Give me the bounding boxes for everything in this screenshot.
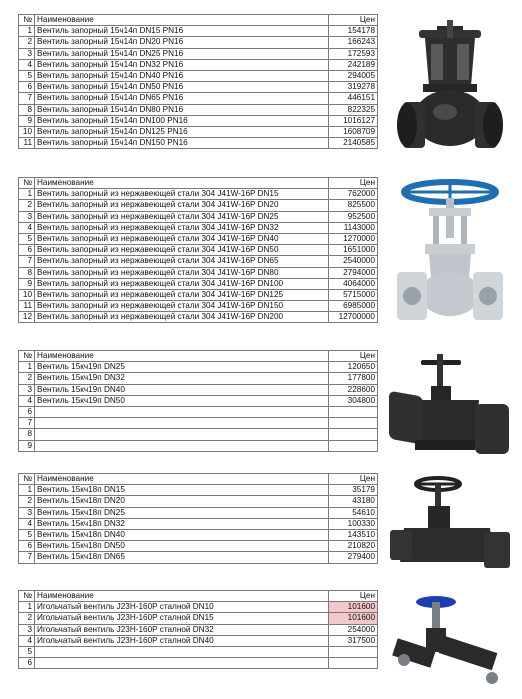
header-price: Цен xyxy=(329,474,378,485)
stainless-steel-globe-valve-image xyxy=(385,178,515,338)
cell-price: 254000 xyxy=(329,624,378,635)
cell-price: 228600 xyxy=(329,384,378,395)
cell-no: 1 xyxy=(19,362,35,373)
cell-no: 1 xyxy=(19,189,35,200)
header-name: Наименование xyxy=(35,15,329,26)
cell-price: 210820 xyxy=(329,541,378,552)
header-name: Наименование xyxy=(35,591,329,602)
header-no: № xyxy=(19,15,35,26)
cell-no: 9 xyxy=(19,115,35,126)
table-row xyxy=(19,658,378,669)
cell-name: Вентиль запорный 15ч14п DN100 PN16 xyxy=(35,115,329,126)
table-row xyxy=(19,138,378,149)
cell-no: 7 xyxy=(19,93,35,104)
cell-name: Вентиль запорный из нержавеющей стали 304 J41W-16P DN65 xyxy=(35,256,329,267)
cell-no: 10 xyxy=(19,126,35,137)
cell-no: 3 xyxy=(19,507,35,518)
cell-name: Вентиль запорный из нержавеющей стали 304 J41W-16P DN15 xyxy=(35,189,329,200)
cell-price: 100330 xyxy=(329,518,378,529)
table-row xyxy=(19,395,378,406)
table-row xyxy=(19,82,378,93)
header-no: № xyxy=(19,474,35,485)
cell-price: 54610 xyxy=(329,507,378,518)
cell-no: 9 xyxy=(19,440,35,451)
cell-name xyxy=(35,658,329,669)
table-row xyxy=(19,26,378,37)
cell-name: Вентиль запорный из нержавеющей стали 304 J41W-16P DN32 xyxy=(35,222,329,233)
cell-no: 5 xyxy=(19,529,35,540)
table-row xyxy=(19,624,378,635)
cell-no: 5 xyxy=(19,233,35,244)
table-row xyxy=(19,384,378,395)
cell-name xyxy=(35,429,329,440)
table-row xyxy=(19,373,378,384)
cell-price: 101600 xyxy=(329,602,378,613)
cell-name: Вентиль запорный из нержавеющей стали 304 J41W-16P DN200 xyxy=(35,312,329,323)
cell-no: 3 xyxy=(19,624,35,635)
cell-no: 3 xyxy=(19,211,35,222)
cell-price: 143510 xyxy=(329,529,378,540)
table-row xyxy=(19,646,378,657)
table-row xyxy=(19,37,378,48)
cell-name: Вентиль запорный из нержавеющей стали 304 J41W-16P DN150 xyxy=(35,301,329,312)
cell-name: Вентиль запорный из нержавеющей стали 304 J41W-16P DN20 xyxy=(35,200,329,211)
price-table-2 xyxy=(18,177,378,323)
cell-no: 4 xyxy=(19,222,35,233)
cell-name: Игольчатый вентиль J23H-160P сталной DN10 xyxy=(35,602,329,613)
cell-name: Вентиль запорный 15ч14п DN25 PN16 xyxy=(35,48,329,59)
flanged-valve-image xyxy=(385,350,515,465)
price-table-1 xyxy=(18,14,378,149)
table-row xyxy=(19,312,378,323)
cell-name: Вентиль 15кч19п DN25 xyxy=(35,362,329,373)
cell-price: 2794000 xyxy=(329,267,378,278)
cell-no: 6 xyxy=(19,406,35,417)
table-row xyxy=(19,301,378,312)
header-price: Цен xyxy=(329,351,378,362)
cell-name: Вентиль 15кч19п DN32 xyxy=(35,373,329,384)
cell-price: 242189 xyxy=(329,59,378,70)
table-row xyxy=(19,70,378,81)
cell-price: 43180 xyxy=(329,496,378,507)
cell-price: 825500 xyxy=(329,200,378,211)
cell-name: Вентиль 15кч18п DN20 xyxy=(35,496,329,507)
table-row xyxy=(19,552,378,563)
cell-no: 9 xyxy=(19,278,35,289)
cell-no: 4 xyxy=(19,395,35,406)
cell-no: 6 xyxy=(19,245,35,256)
table-row xyxy=(19,200,378,211)
cell-no: 8 xyxy=(19,104,35,115)
cell-price xyxy=(329,418,378,429)
cell-price: 120650 xyxy=(329,362,378,373)
table-header-row xyxy=(19,15,378,26)
table-row xyxy=(19,485,378,496)
table-row xyxy=(19,496,378,507)
cell-name: Вентиль 15кч19п DN50 xyxy=(35,395,329,406)
cell-name: Игольчатый вентиль J23H-160P сталной DN40 xyxy=(35,635,329,646)
cell-no: 7 xyxy=(19,552,35,563)
cell-name: Вентиль 15кч18п DN65 xyxy=(35,552,329,563)
table-row xyxy=(19,406,378,417)
needle-valve-image xyxy=(390,588,515,688)
cell-price: 172593 xyxy=(329,48,378,59)
cell-name: Вентиль запорный 15ч14п DN80 PN16 xyxy=(35,104,329,115)
table-row xyxy=(19,222,378,233)
table-row xyxy=(19,59,378,70)
cell-price: 822325 xyxy=(329,104,378,115)
cell-no: 8 xyxy=(19,267,35,278)
table-row xyxy=(19,93,378,104)
price-table-3 xyxy=(18,350,378,452)
cell-price: 101600 xyxy=(329,613,378,624)
cell-name xyxy=(35,418,329,429)
table-header-row xyxy=(19,591,378,602)
cell-name xyxy=(35,646,329,657)
table-header-row xyxy=(19,474,378,485)
cell-price: 35179 xyxy=(329,485,378,496)
table-row xyxy=(19,362,378,373)
table-row xyxy=(19,256,378,267)
cell-no: 10 xyxy=(19,289,35,300)
cell-no: 11 xyxy=(19,301,35,312)
header-price: Цен xyxy=(329,15,378,26)
cell-price: 5715000 xyxy=(329,289,378,300)
cell-price: 1651000 xyxy=(329,245,378,256)
cell-price xyxy=(329,440,378,451)
cell-price: 2540000 xyxy=(329,256,378,267)
table-row xyxy=(19,440,378,451)
cell-no: 7 xyxy=(19,418,35,429)
cell-name: Вентиль 15кч18п DN15 xyxy=(35,485,329,496)
cell-name: Вентиль запорный из нержавеющей стали 304 J41W-16P DN80 xyxy=(35,267,329,278)
cell-price xyxy=(329,658,378,669)
cell-name: Вентиль запорный из нержавеющей стали 304 J41W-16P DN100 xyxy=(35,278,329,289)
header-no: № xyxy=(19,178,35,189)
table-row xyxy=(19,507,378,518)
cell-no: 7 xyxy=(19,256,35,267)
cell-no: 1 xyxy=(19,602,35,613)
header-name: Наименование xyxy=(35,474,329,485)
cell-price: 1270000 xyxy=(329,233,378,244)
cell-name: Вентиль 15кч18п DN50 xyxy=(35,541,329,552)
header-price: Цен xyxy=(329,178,378,189)
table-row xyxy=(19,126,378,137)
cell-price: 317500 xyxy=(329,635,378,646)
cell-no: 2 xyxy=(19,496,35,507)
cell-no: 1 xyxy=(19,26,35,37)
cell-price xyxy=(329,646,378,657)
cell-name xyxy=(35,440,329,451)
cell-price: 294005 xyxy=(329,70,378,81)
cell-price: 762000 xyxy=(329,189,378,200)
table-header-row xyxy=(19,351,378,362)
cell-no: 3 xyxy=(19,48,35,59)
table-row xyxy=(19,278,378,289)
cell-name: Вентиль запорный 15ч14п DN15 PN16 xyxy=(35,26,329,37)
cell-price: 304800 xyxy=(329,395,378,406)
cell-no: 4 xyxy=(19,518,35,529)
cell-no: 4 xyxy=(19,59,35,70)
cell-name: Вентиль запорный 15ч14п DN65 PN16 xyxy=(35,93,329,104)
cell-name: Вентиль 15кч18п DN25 xyxy=(35,507,329,518)
cell-price xyxy=(329,406,378,417)
cast-iron-globe-valve-image xyxy=(385,20,515,165)
table-row xyxy=(19,267,378,278)
table-row xyxy=(19,418,378,429)
cell-price: 6985000 xyxy=(329,301,378,312)
cell-no: 2 xyxy=(19,200,35,211)
header-no: № xyxy=(19,591,35,602)
header-price: Цен xyxy=(329,591,378,602)
cell-price: 319278 xyxy=(329,82,378,93)
table-header-row xyxy=(19,178,378,189)
cell-price: 1608709 xyxy=(329,126,378,137)
table-row xyxy=(19,602,378,613)
cell-price: 2140585 xyxy=(329,138,378,149)
cell-no: 5 xyxy=(19,70,35,81)
cell-name: Вентиль 15кч19п DN40 xyxy=(35,384,329,395)
cell-name: Игольчатый вентиль J23H-160P сталной DN15 xyxy=(35,613,329,624)
cell-name: Вентиль запорный 15ч14п DN32 PN16 xyxy=(35,59,329,70)
cell-no: 2 xyxy=(19,613,35,624)
cell-price: 1016127 xyxy=(329,115,378,126)
table-row xyxy=(19,245,378,256)
header-name: Наименование xyxy=(35,351,329,362)
cell-name xyxy=(35,406,329,417)
header-no: № xyxy=(19,351,35,362)
table-row xyxy=(19,613,378,624)
table-row xyxy=(19,429,378,440)
cell-no: 6 xyxy=(19,82,35,93)
cell-name: Вентиль запорный из нержавеющей стали 304 J41W-16P DN40 xyxy=(35,233,329,244)
cell-price: 166243 xyxy=(329,37,378,48)
cell-name: Вентиль запорный из нержавеющей стали 304 J41W-16P DN50 xyxy=(35,245,329,256)
cell-price: 952500 xyxy=(329,211,378,222)
cell-no: 2 xyxy=(19,37,35,48)
cell-name: Вентиль запорный 15ч14п DN50 PN16 xyxy=(35,82,329,93)
cell-no: 8 xyxy=(19,429,35,440)
cell-price: 1143000 xyxy=(329,222,378,233)
table-row xyxy=(19,104,378,115)
table-row xyxy=(19,211,378,222)
table-row xyxy=(19,529,378,540)
cell-no: 4 xyxy=(19,635,35,646)
coupling-valve-image xyxy=(390,472,515,582)
cell-no: 12 xyxy=(19,312,35,323)
table-row xyxy=(19,518,378,529)
cell-no: 5 xyxy=(19,646,35,657)
cell-price: 4064000 xyxy=(329,278,378,289)
table-row xyxy=(19,289,378,300)
cell-price: 446151 xyxy=(329,93,378,104)
table-row xyxy=(19,48,378,59)
cell-name: Вентиль запорный 15ч14п DN20 PN16 xyxy=(35,37,329,48)
cell-name: Вентиль запорный из нержавеющей стали 304 J41W-16P DN25 xyxy=(35,211,329,222)
cell-price: 154178 xyxy=(329,26,378,37)
table-row xyxy=(19,115,378,126)
header-name: Наименование xyxy=(35,178,329,189)
table-row xyxy=(19,189,378,200)
cell-no: 6 xyxy=(19,658,35,669)
cell-name: Вентиль запорный 15ч14п DN150 PN16 xyxy=(35,138,329,149)
cell-name: Вентиль запорный 15ч14п DN125 PN16 xyxy=(35,126,329,137)
cell-no: 2 xyxy=(19,373,35,384)
cell-price: 12700000 xyxy=(329,312,378,323)
cell-name: Вентиль 15кч18п DN40 xyxy=(35,529,329,540)
cell-no: 3 xyxy=(19,384,35,395)
cell-no: 11 xyxy=(19,138,35,149)
cell-no: 6 xyxy=(19,541,35,552)
cell-no: 1 xyxy=(19,485,35,496)
cell-name: Вентиль запорный из нержавеющей стали 304 J41W-16P DN125 xyxy=(35,289,329,300)
price-table-4 xyxy=(18,473,378,564)
cell-name: Вентиль 15кч18п DN32 xyxy=(35,518,329,529)
price-table-5 xyxy=(18,590,378,669)
cell-name: Вентиль запорный 15ч14п DN40 PN16 xyxy=(35,70,329,81)
cell-price: 279400 xyxy=(329,552,378,563)
table-row xyxy=(19,233,378,244)
cell-price xyxy=(329,429,378,440)
table-row xyxy=(19,635,378,646)
cell-name: Игольчатый вентиль J23H-160P сталной DN32 xyxy=(35,624,329,635)
cell-price: 177800 xyxy=(329,373,378,384)
table-row xyxy=(19,541,378,552)
